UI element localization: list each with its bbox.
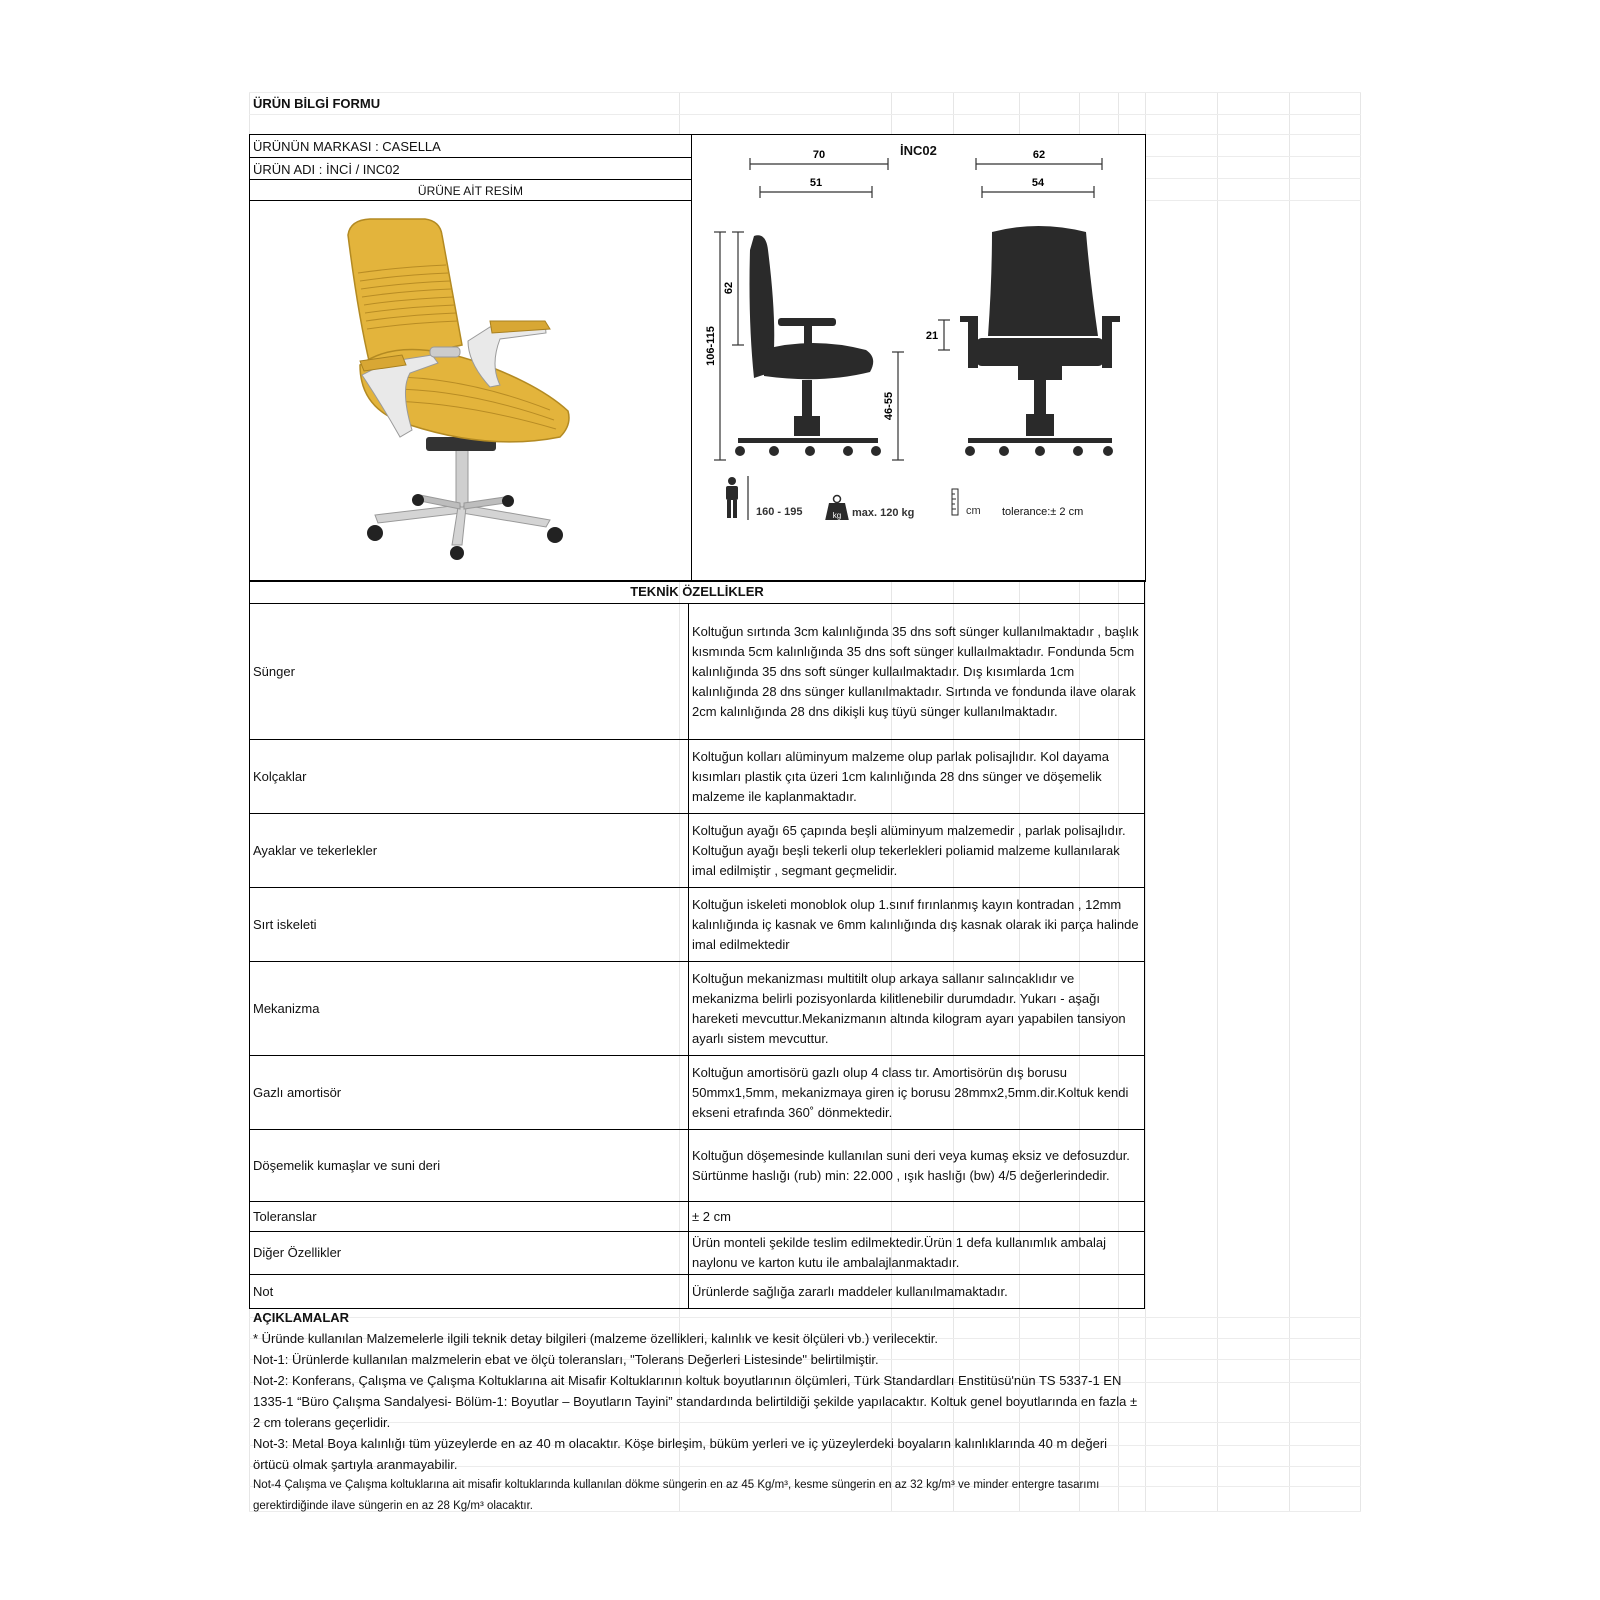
notes-title: AÇIKLAMALAR xyxy=(253,1310,350,1325)
note-item: Not-4 Çalışma ve Çalışma koltuklarına ait misafir koltuklarında kullanılan dökme süngerin en az 45 Kg/m³, kesme süngerin en az 32 kg/m³ ve minder entergre tasarımı gerektirdiğinde ilave süngerin en az 28 Kg/m³ olacaktır. xyxy=(253,1479,1100,1512)
front-view-chair xyxy=(960,226,1120,456)
spec-label: Döşemelik kumaşlar ve suni deri xyxy=(250,1130,689,1202)
weight-icon xyxy=(825,496,849,521)
dim-seat-width: 51 xyxy=(809,177,823,189)
table-row xyxy=(250,604,1145,740)
spec-value: Koltuğun sırtında 3cm kalınlığında 35 dns soft sünger kullanılmaktadır , başlık kısmında 5cm kalınlığında 35 dns soft sünger kullaılmaktadır. Fondunda 5cm kalınlığında 35 dns soft sünger kullaılmaktadır. Dış kısımlarda 1cm kalınlığında 28 dns sünger kullanılmaktadır. Sırtında ve fondunda ilave olarak 2cm kalınlığında 28 dns dikişli kuş tüyü sünger kullanılmaktadır. xyxy=(689,604,1145,740)
spec-value: Koltuğun amortisörü gazlı olup 4 class tır. Amortisörün dış borusu 50mmx1,5mm, mekanizmaya giren iç borusu 28mmx2,5mm.dir.Koltuk kendi ekseni etrafında 360˚ dönmektedir. xyxy=(689,1056,1145,1130)
form-title: ÜRÜN BİLGİ FORMU xyxy=(253,96,381,111)
spec-title: TEKNİK ÖZELLİKLER xyxy=(250,581,1145,604)
spec-label: Sünger xyxy=(250,604,689,740)
divider xyxy=(249,157,692,158)
spec-label: Mekanizma xyxy=(250,962,689,1056)
table-row xyxy=(250,1202,1145,1232)
spec-value: Ürünlerde sağlığa zararlı maddeler kullanılmamaktadır. xyxy=(689,1275,1145,1309)
spec-table xyxy=(249,580,1145,1309)
chair-base xyxy=(367,437,563,560)
unit-label: cm xyxy=(966,505,981,517)
side-view-chair xyxy=(735,235,881,456)
image-header: ÜRÜNE AİT RESİM xyxy=(417,184,524,198)
person-height-range: 160 - 195 xyxy=(756,506,803,518)
spec-value: Koltuğun döşemesinde kullanılan suni deri veya kumaş eksiz ve defosuzdur. Sürtünme haslığı (rub) min: 22.000 , ışık haslığı (bw) 4/5 değerlerindedir. xyxy=(689,1130,1145,1202)
spec-value: Ürün monteli şekilde teslim edilmektedir.Ürün 1 defa kullanımlık ambalaj naylonu ve karton kutu ile ambalajlanmaktadır. xyxy=(689,1232,1145,1275)
table-row xyxy=(250,1275,1145,1309)
table-row xyxy=(250,1130,1145,1202)
notes-section xyxy=(253,1307,1143,1517)
dim-seat-height: 46-55 xyxy=(883,391,895,421)
tolerance-label: tolerance:± 2 cm xyxy=(1002,506,1084,518)
dim-arm-height: 21 xyxy=(925,330,939,342)
spec-value: Koltuğun mekanizması multitilt olup arkaya sallanır salıncaklıdır ve mekanizma belirli pozisyonlarda kilitlenebilir durumdadır. Yukarı - aşağı hareketi mevcuttur.Mekanizmanın altında kilogram ayarı yapabilen tansiyon ayarlı sistem mevcuttur. xyxy=(689,962,1145,1056)
spec-value: Koltuğun iskeleti monoblok olup 1.sınıf fırınlanmış kayın kontradan , 12mm kalınlığında iç kasnak ve 6mm kalınlığında dış kasnak olarak iki parça halinde imal edilmektedir xyxy=(689,888,1145,962)
spec-label: Gazlı amortisör xyxy=(250,1056,689,1130)
dim-total-height: 106-115 xyxy=(705,326,717,366)
table-row xyxy=(250,814,1145,888)
max-weight: max. 120 kg xyxy=(852,507,915,519)
person-icon xyxy=(726,476,748,520)
spec-value: Koltuğun ayağı 65 çapında beşli alüminyum malzemedir , parlak polisajlıdır. Koltuğun ayağı beşli tekerli olup tekerlekleri poliamid malzeme kullanılarak imal edilmiştir , segmant geçmelidir. xyxy=(689,814,1145,888)
product-name-line: ÜRÜN ADI : İNCİ / INC02 xyxy=(253,162,400,177)
chair-backrest xyxy=(348,219,462,365)
weight-icon-label: kg xyxy=(832,511,842,520)
spec-value: ± 2 cm xyxy=(689,1202,1145,1232)
spec-value: Koltuğun kolları alüminyum malzeme olup parlak polisajlıdır. Kol dayama kısımları plastik çıta üzeri 1cm kalınlığında 28 dns sünger ve döşemelik malzeme ile kaplanmaktadır. xyxy=(689,740,1145,814)
table-row xyxy=(250,1056,1145,1130)
spec-label: Kolçaklar xyxy=(250,740,689,814)
table-row xyxy=(250,1232,1145,1275)
note-item: Not-2: Konferans, Çalışma ve Çalışma Koltuklarına ait Misafir Koltuklarının koltuk boyutlarının ölçümleri, Türk Standardları Enstitüsü'nün TS 5337-1 EN 1335-1 “Büro Çalışma Sandalyesi- Bölüm-1: Boyutlar – Boyutların Tayini” standardında belirtildiği şekilde yapılacaktır. Koltuk genel boyutlarında en fazla ± 2 cm tolerans geçerlidir. xyxy=(253,1373,1138,1430)
product-photo xyxy=(340,215,600,560)
dimension-diagram xyxy=(692,140,1144,520)
spec-title-row xyxy=(250,581,1145,604)
note-item: * Üründe kullanılan Malzemelerle ilgili teknik detay bilgileri (malzeme özellikleri, kalınlık ve kesit ölçüleri vb.) verilecektir. xyxy=(253,1331,938,1346)
note-item: Not-3: Metal Boya kalınlığı tüm yüzeylerde en az 40 m olacaktır. Köşe birleşim, büküm yerleri ve iç yüzeylerdeki boyaların kalınlıklarında 40 m değeri örtücü olmak şartıyla aranmayabilir. xyxy=(253,1436,1108,1472)
dim-seat-depth: 54 xyxy=(1031,177,1045,189)
table-row xyxy=(250,962,1145,1056)
spec-label: Sırt iskeleti xyxy=(250,888,689,962)
spec-label: Diğer Özellikler xyxy=(250,1232,689,1275)
dim-top-depth: 62 xyxy=(1032,149,1046,161)
dim-back-height: 62 xyxy=(723,281,735,295)
note-item: Not-1: Ürünlerde kullanılan malzmelerin ebat ve ölçü toleransları, "Tolerans Değerleri Listesinde" belirtilmiştir. xyxy=(253,1352,879,1367)
dim-top-width: 70 xyxy=(812,149,826,161)
spec-label: Not xyxy=(250,1275,689,1309)
ruler-icon xyxy=(952,489,958,515)
brand-line: ÜRÜNÜN MARKASI : CASELLA xyxy=(253,139,441,154)
table-row xyxy=(250,740,1145,814)
spec-label: Toleranslar xyxy=(250,1202,689,1232)
spec-label: Ayaklar ve tekerlekler xyxy=(250,814,689,888)
model-code: İNC02 xyxy=(900,143,937,158)
table-row xyxy=(250,888,1145,962)
